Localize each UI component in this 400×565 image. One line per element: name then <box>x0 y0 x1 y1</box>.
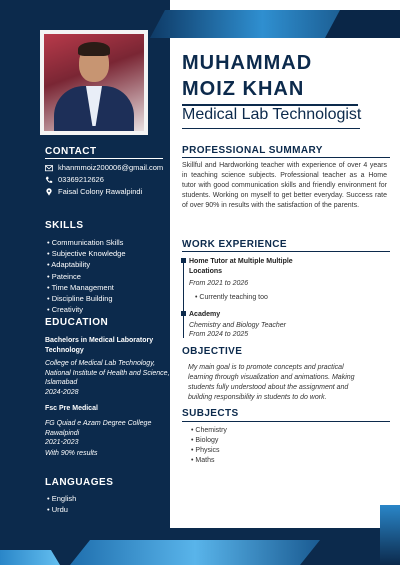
job-subtitle-2: Chemistry and Biology Teacher <box>189 322 287 329</box>
subject-item: • Maths <box>191 456 227 466</box>
contact-address-row <box>45 187 142 196</box>
job-bullet-text: Currently teaching too <box>199 294 268 301</box>
job-title-2: Academy <box>189 311 221 318</box>
languages-heading: LANGUAGES <box>45 477 114 488</box>
objective-text: My main goal is to promote concepts and practical learning through visualization and animations. Making students fully understood about the assignment and building responsibility in students to do work. <box>188 364 355 401</box>
summary-divider <box>182 157 390 158</box>
work-divider <box>182 251 390 252</box>
work-timeline <box>183 258 184 338</box>
skill-item: • Pateince <box>47 271 126 282</box>
profile-photo-image <box>44 34 144 131</box>
email-icon <box>45 164 53 172</box>
bottom-left-decoration <box>0 550 60 565</box>
role-underline <box>182 128 360 129</box>
skill-item: • Adaptability <box>47 259 126 270</box>
education-years-2: 2021-2023 <box>45 439 79 446</box>
profile-photo <box>40 30 148 135</box>
skills-list <box>47 237 126 315</box>
contact-address: Faisal Colony Rawalpindi <box>58 187 143 196</box>
work-heading: WORK EXPERIENCE <box>182 239 287 250</box>
languages-list <box>47 493 76 515</box>
bottom-decoration-gradient <box>70 540 320 565</box>
skill-item: • Discipline Building <box>47 293 126 304</box>
education-degree-1: Bachelors in Medical Laboratory Technology <box>45 337 154 354</box>
location-icon <box>45 188 53 196</box>
summary-heading: PROFESSIONAL SUMMARY <box>182 145 323 156</box>
job-role: Medical Lab Technologist <box>182 106 362 123</box>
job-dates-1: From 2021 to 2026 <box>189 280 249 287</box>
summary-text: Skillful and Hardworking teacher with experience of over 4 years in teaching science subjects. Professional teacher as a Home tutor with good communication skills and friendly environment for students. Working on myself to get better everyday. Success rate of over 90% in results with the satisfaction of the parents. <box>182 162 387 209</box>
education-institute-1: College of Medical Lab Technology, National Institute of Health and Science, Islamabad <box>45 360 170 386</box>
contact-heading: CONTACT <box>45 146 97 157</box>
contact-phone[interactable]: 03369212626 <box>58 175 104 184</box>
education-note-2: With 90% results <box>45 450 98 457</box>
skill-item: • Subjective Knowledge <box>47 248 126 259</box>
skills-heading: SKILLS <box>45 220 84 231</box>
contact-email[interactable]: khanmmoiz200006@gmail.com <box>58 163 164 172</box>
subjects-list <box>191 426 227 466</box>
education-institute-2: FG Quiad e Azam Degree College Rawalpindi <box>45 420 152 437</box>
contact-email-row[interactable] <box>45 163 163 172</box>
education-degree-2: Fsc Pre Medical <box>45 405 98 412</box>
skill-item: • Time Management <box>47 282 126 293</box>
timeline-marker <box>181 311 186 316</box>
language-item: • English <box>47 493 76 504</box>
name-line-2: MOIZ KHAN <box>182 78 305 100</box>
objective-heading: OBJECTIVE <box>182 346 243 357</box>
subject-item: • Chemistry <box>191 426 227 436</box>
phone-icon <box>45 176 53 184</box>
education-years-1: 2024-2028 <box>45 389 79 396</box>
contact-phone-row[interactable] <box>45 175 104 184</box>
job-title-1: Home Tutor at Multiple Multiple Locations <box>189 258 293 275</box>
name-line-1: MUHAMMAD <box>182 52 313 74</box>
subjects-heading: SUBJECTS <box>182 408 239 419</box>
subject-item: • Biology <box>191 436 227 446</box>
skill-item: • Creativity <box>47 304 126 315</box>
full-name <box>182 50 392 102</box>
job-dates-2: From 2024 to 2025 <box>189 331 249 338</box>
education-heading: EDUCATION <box>45 317 109 328</box>
language-item: • Urdu <box>47 504 76 515</box>
subject-item: • Physics <box>191 446 227 456</box>
contact-divider <box>45 158 163 159</box>
subjects-divider <box>182 421 390 422</box>
job-bullet-1: • Currently teaching too <box>195 294 268 301</box>
right-edge-decoration <box>380 505 400 565</box>
skill-item: • Communication Skills <box>47 237 126 248</box>
timeline-marker <box>181 258 186 263</box>
